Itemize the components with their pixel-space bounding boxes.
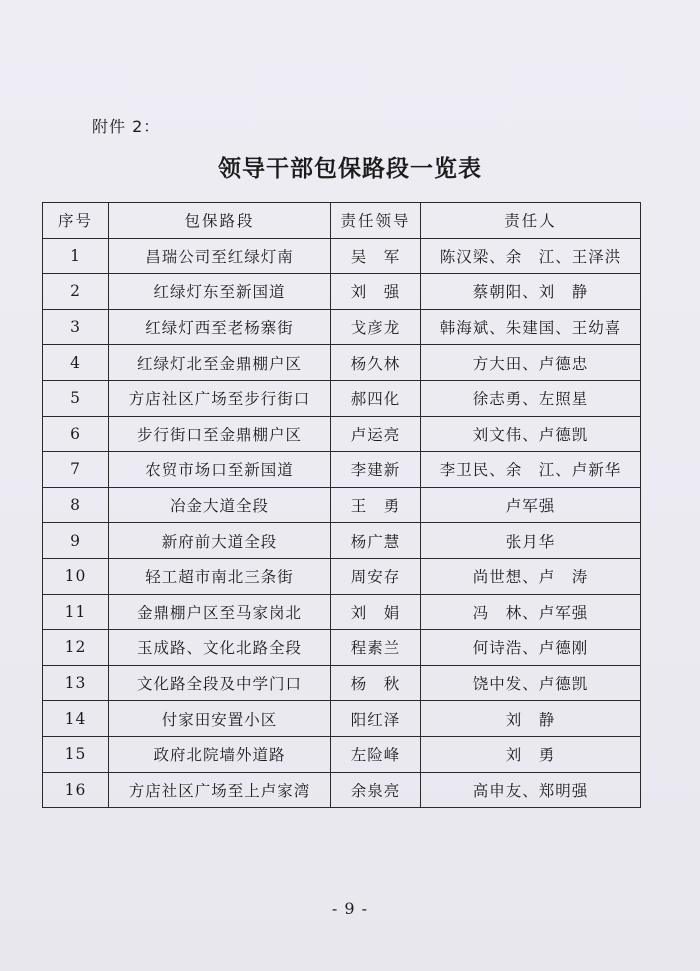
cell-no: 9 [43, 523, 109, 559]
cell-responsible: 韩海斌、朱建国、王幼喜 [421, 309, 641, 345]
cell-leader: 吴 军 [331, 238, 421, 274]
cell-road: 红绿灯西至老杨寨街 [109, 309, 331, 345]
cell-leader: 刘 娟 [331, 594, 421, 630]
cell-road: 政府北院墙外道路 [109, 736, 331, 772]
cell-no: 10 [43, 558, 109, 594]
cell-responsible: 尚世想、卢 涛 [421, 558, 641, 594]
cell-responsible: 蔡朝阳、刘 静 [421, 274, 641, 310]
table-row [43, 558, 641, 594]
cell-leader: 刘 强 [331, 274, 421, 310]
cell-no: 11 [43, 594, 109, 630]
table-row [43, 309, 641, 345]
table-row [43, 487, 641, 523]
table-row [43, 701, 641, 737]
cell-no: 8 [43, 487, 109, 523]
cell-road: 玉成路、文化北路全段 [109, 630, 331, 666]
cell-leader: 杨广慧 [331, 523, 421, 559]
cell-road: 方店社区广场至步行街口 [109, 380, 331, 416]
cell-no: 6 [43, 416, 109, 452]
cell-no: 3 [43, 309, 109, 345]
header-road: 包保路段 [109, 203, 331, 239]
cell-no: 15 [43, 736, 109, 772]
table-row [43, 736, 641, 772]
cell-responsible: 张月华 [421, 523, 641, 559]
cell-leader: 余泉亮 [331, 772, 421, 808]
cell-road: 步行街口至金鼎棚户区 [109, 416, 331, 452]
cell-responsible: 卢军强 [421, 487, 641, 523]
cell-no: 5 [43, 380, 109, 416]
cell-responsible: 高申友、郑明强 [421, 772, 641, 808]
cell-leader: 杨 秋 [331, 665, 421, 701]
cell-road: 农贸市场口至新国道 [109, 452, 331, 488]
table-row [43, 772, 641, 808]
cell-leader: 王 勇 [331, 487, 421, 523]
table-row [43, 416, 641, 452]
page-number: - 9 - [331, 899, 369, 918]
table-row [43, 630, 641, 666]
road-assignment-table [42, 202, 641, 808]
cell-leader: 戈彦龙 [331, 309, 421, 345]
cell-no: 2 [43, 274, 109, 310]
cell-responsible: 何诗浩、卢德刚 [421, 630, 641, 666]
cell-leader: 周安存 [331, 558, 421, 594]
cell-leader: 程素兰 [331, 630, 421, 666]
cell-responsible: 方大田、卢德忠 [421, 345, 641, 381]
table-row [43, 238, 641, 274]
cell-leader: 杨久林 [331, 345, 421, 381]
cell-road: 文化路全段及中学门口 [109, 665, 331, 701]
cell-no: 4 [43, 345, 109, 381]
table-row [43, 665, 641, 701]
cell-road: 付家田安置小区 [109, 701, 331, 737]
cell-no: 16 [43, 772, 109, 808]
table-row [43, 452, 641, 488]
cell-no: 7 [43, 452, 109, 488]
header-leader: 责任领导 [331, 203, 421, 239]
cell-responsible: 刘文伟、卢德凯 [421, 416, 641, 452]
cell-road: 新府前大道全段 [109, 523, 331, 559]
cell-road: 轻工超市南北三条街 [109, 558, 331, 594]
cell-no: 14 [43, 701, 109, 737]
table-row [43, 380, 641, 416]
table-row [43, 274, 641, 310]
cell-responsible: 陈汉梁、余 江、王泽洪 [421, 238, 641, 274]
document-title: 领导干部包保路段一览表 [218, 155, 482, 182]
attachment-label: 附件 2： [92, 117, 161, 136]
cell-road: 昌瑞公司至红绿灯南 [109, 238, 331, 274]
cell-responsible: 饶中发、卢德凯 [421, 665, 641, 701]
cell-responsible: 徐志勇、左照星 [421, 380, 641, 416]
table-body [43, 238, 641, 808]
cell-leader: 阳红泽 [331, 701, 421, 737]
cell-responsible: 冯 林、卢军强 [421, 594, 641, 630]
table-row [43, 594, 641, 630]
table-row [43, 523, 641, 559]
cell-no: 1 [43, 238, 109, 274]
cell-no: 13 [43, 665, 109, 701]
cell-road: 方店社区广场至上卢家湾 [109, 772, 331, 808]
cell-road: 红绿灯东至新国道 [109, 274, 331, 310]
cell-road: 冶金大道全段 [109, 487, 331, 523]
cell-leader: 郝四化 [331, 380, 421, 416]
cell-road: 红绿灯北至金鼎棚户区 [109, 345, 331, 381]
cell-responsible: 刘 静 [421, 701, 641, 737]
header-no: 序号 [43, 203, 109, 239]
cell-road: 金鼎棚户区至马家岗北 [109, 594, 331, 630]
cell-responsible: 刘 勇 [421, 736, 641, 772]
cell-no: 12 [43, 630, 109, 666]
header-responsible: 责任人 [421, 203, 641, 239]
cell-leader: 李建新 [331, 452, 421, 488]
cell-leader: 左险峰 [331, 736, 421, 772]
cell-responsible: 李卫民、余 江、卢新华 [421, 452, 641, 488]
cell-leader: 卢运亮 [331, 416, 421, 452]
table-header-row [43, 203, 641, 239]
table-row [43, 345, 641, 381]
